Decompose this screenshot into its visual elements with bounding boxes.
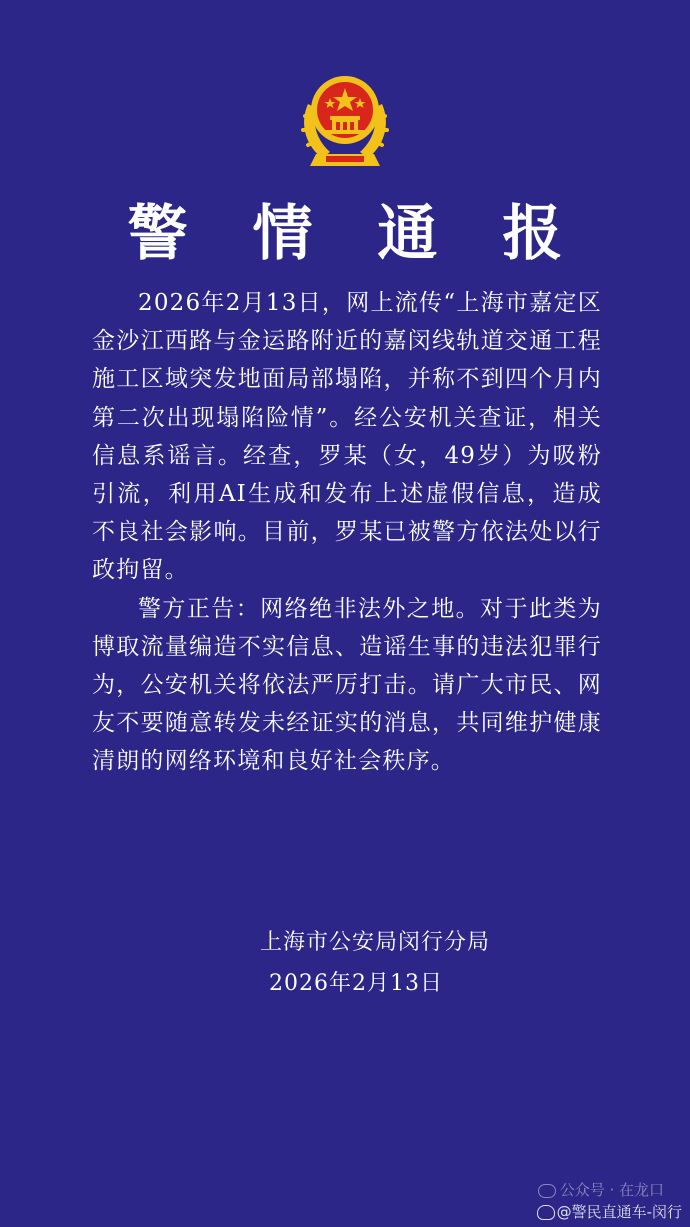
weibo-account: @警民直通车-闵行 <box>556 1203 682 1221</box>
police-emblem-icon <box>290 62 400 172</box>
notice-body <box>92 284 602 781</box>
weibo-icon <box>537 1205 555 1220</box>
notice-paragraph: 2026年2月13日，网上流传“上海市嘉定区金沙江西路与金运路附近的嘉闵线轨道交通工程施工区域突发地面局部塌陷，并称不到四个月内第二次出现塌陷险情”。经公安机关查证，相关信息系谣言。经查，罗某（女，49岁）为吸粉引流，利用AI生成和发布上述虚假信息，造成不良社会影响。目前，罗某已被警方依法处以行政拘留。 <box>92 290 602 584</box>
notice-paragraph: 警方正告：网络绝非法外之地。对于此类为博取流量编造不实信息、造谣生事的违法犯罪行为，公安机关将依法严厉打击。请广大市民、网友不要随意转发未经证实的消息，共同维护健康清朗的网络环境和良好社会秩序。 <box>92 595 602 775</box>
weibo-watermark <box>537 1201 682 1223</box>
wechat-account: 公众号 · 在龙口 <box>559 1181 664 1199</box>
watermark <box>537 1179 682 1223</box>
notice-title: 警 情 通 报 <box>127 199 585 269</box>
issuer-name: 上海市公安局闵行分局 <box>259 930 490 955</box>
issue-date: 2026年2月13日 <box>269 971 443 996</box>
wechat-watermark <box>537 1179 664 1201</box>
wechat-icon <box>538 1184 556 1198</box>
